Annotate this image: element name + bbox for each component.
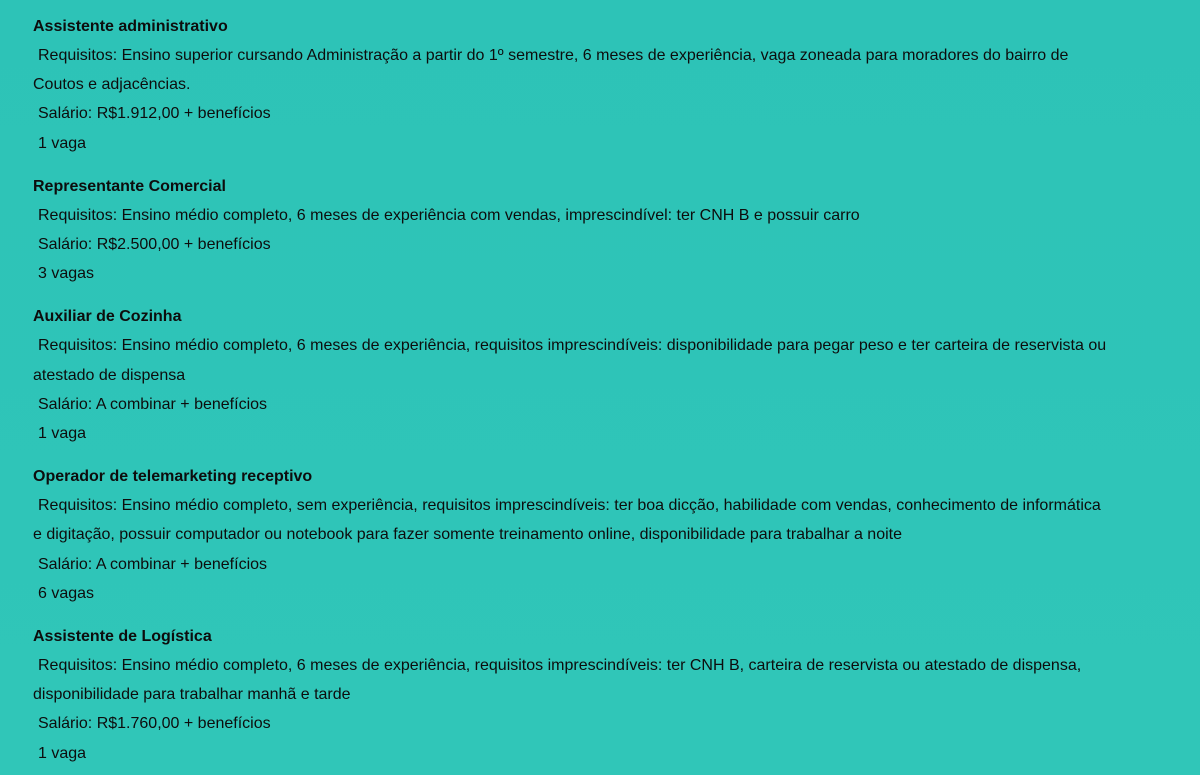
job-salary: Salário: R$1.760,00 + benefícios (38, 715, 271, 733)
job-title: Assistente de Logística (33, 628, 212, 646)
job-title: Operador de telemarketing receptivo (33, 468, 313, 486)
job-listing-assistente-de-logistica (33, 622, 1183, 768)
spacer (33, 608, 1183, 622)
job-requirements: Requisitos: Ensino médio completo, 6 meses de experiência, requisitos imprescindíveis: ter CNH B, carteira de reservista ou atestado de dispensa, disponibilidade para trabalhar manhã e tarde (33, 657, 1082, 704)
job-openings: 1 vaga (38, 744, 87, 762)
job-listing-representante-comercial (33, 172, 1183, 289)
job-salary: Salário: R$2.500,00 + benefícios (38, 236, 271, 254)
job-openings: 1 vaga (38, 425, 87, 443)
job-requirements: Requisitos: Ensino médio completo, sem experiência, requisitos imprescindíveis: ter boa dicção, habilidade com vendas, conhecimento de informática e digitação, possuir computador ou notebook para fazer somente treinamento online, disponibilidade para trabalhar a noite (33, 497, 1101, 544)
job-openings: 6 vagas (38, 584, 95, 602)
spacer (33, 288, 1183, 302)
job-salary: Salário: A combinar + benefícios (38, 555, 268, 573)
job-openings: 3 vagas (38, 265, 95, 283)
job-title: Auxiliar de Cozinha (33, 308, 182, 326)
job-salary: Salário: R$1.912,00 + benefícios (38, 105, 271, 123)
job-listing-assistente-administrativo (33, 12, 1183, 158)
spacer (33, 158, 1183, 172)
spacer (33, 448, 1183, 462)
job-requirements: Requisitos: Ensino superior cursando Administração a partir do 1º semestre, 6 meses de experiência, vaga zoneada para moradores do bairro de Coutos e adjacências. (33, 47, 1069, 94)
job-title: Representante Comercial (33, 177, 226, 195)
job-listing-auxiliar-de-cozinha (33, 302, 1183, 448)
job-title: Assistente administrativo (33, 18, 228, 35)
job-listings (33, 12, 1183, 768)
job-requirements: Requisitos: Ensino médio completo, 6 meses de experiência, requisitos imprescindíveis: disponibilidade para pegar peso e ter carteira de reservista ou atestado de dispensa (33, 337, 1107, 384)
job-listing-operador-telemarketing (33, 462, 1183, 608)
job-salary: Salário: A combinar + benefícios (38, 395, 268, 413)
job-requirements: Requisitos: Ensino médio completo, 6 meses de experiência com vendas, imprescindível: ter CNH B e possuir carro (38, 206, 860, 224)
job-openings: 1 vaga (38, 134, 87, 152)
